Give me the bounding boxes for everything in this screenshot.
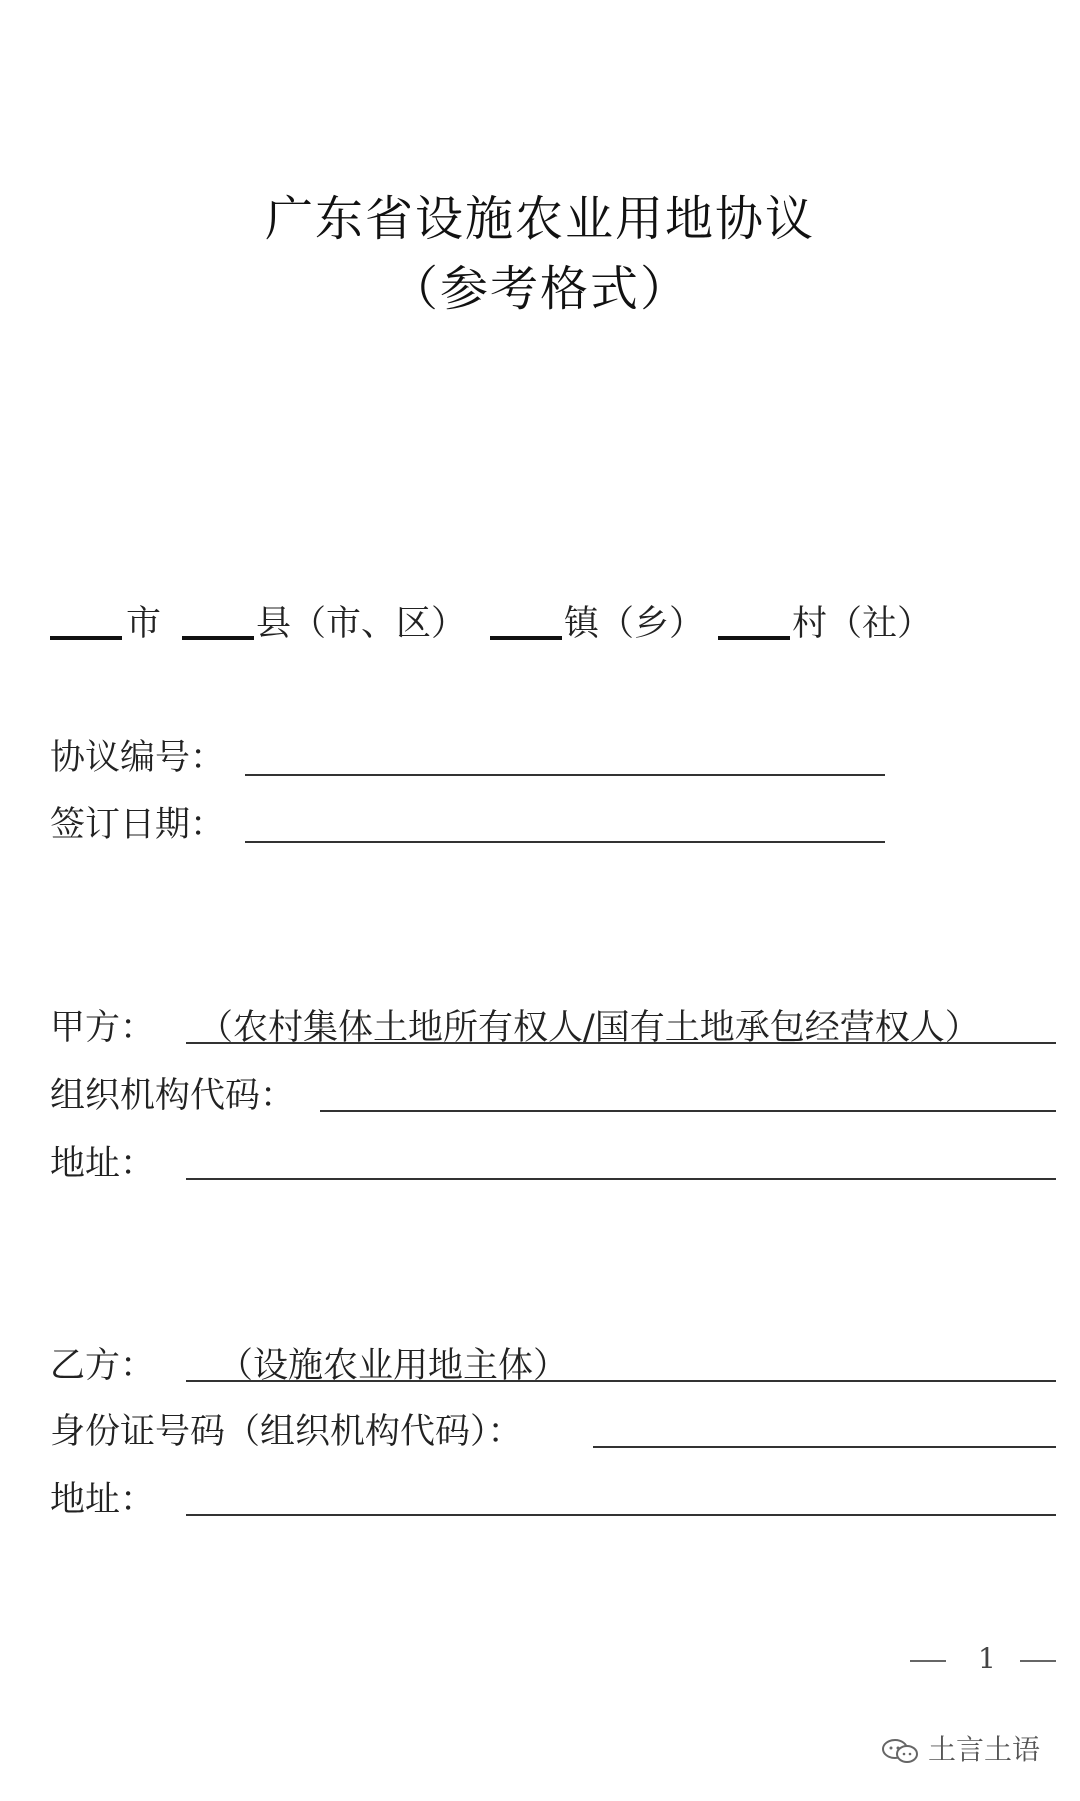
page-number [910, 1642, 1060, 1682]
party-a-label: 甲方： [50, 1008, 156, 1048]
party-a-org-code-line[interactable] [320, 1110, 1056, 1112]
party-a-org-code-row [50, 1068, 1060, 1118]
document-title: 广东省设施农业用地协议 [264, 191, 815, 247]
party-a-row [50, 1000, 1060, 1050]
party-a-org-code-label: 组织机构代码： [50, 1076, 296, 1116]
chat-bubble-icon [880, 1736, 920, 1766]
city-label: 市 [126, 604, 162, 644]
city-blank[interactable] [50, 636, 122, 640]
party-b-id-label: 身份证号码（组织机构代码）： [50, 1412, 523, 1452]
agreement-number-label: 协议编号： [50, 738, 226, 778]
county-blank[interactable] [182, 636, 254, 640]
region-row [0, 596, 1080, 646]
party-b-address-line[interactable] [186, 1514, 1056, 1516]
party-b-address-label: 地址： [50, 1480, 156, 1520]
party-a-address-line[interactable] [186, 1178, 1056, 1180]
county-label: 县（市、区） [256, 604, 467, 644]
party-b-hint: （设施农业用地主体） [218, 1346, 569, 1386]
sign-date-label: 签订日期： [50, 805, 226, 845]
village-label: 村（社） [792, 604, 933, 644]
document-subtitle: （参考格式） [389, 261, 690, 317]
party-a-line[interactable] [186, 1042, 1056, 1044]
party-a-address-row [50, 1136, 1060, 1186]
page-number-value: 1 [978, 1642, 996, 1675]
watermark [880, 1728, 1040, 1772]
party-a-address-label: 地址： [50, 1144, 156, 1184]
page-dash-left [910, 1660, 946, 1662]
town-label: 镇（乡） [564, 604, 705, 644]
watermark-text: 土言土语 [928, 1733, 1041, 1766]
party-b-id-row [50, 1404, 1060, 1454]
agreement-number-line[interactable] [245, 774, 885, 776]
town-blank[interactable] [490, 636, 562, 640]
party-b-address-row [50, 1472, 1060, 1522]
village-blank[interactable] [718, 636, 790, 640]
party-b-line[interactable] [186, 1380, 1056, 1382]
sign-date-line[interactable] [245, 841, 885, 843]
party-b-id-line[interactable] [593, 1446, 1056, 1448]
party-b-row [50, 1338, 1060, 1388]
party-a-hint: （农村集体土地所有权人/国有土地承包经营权人） [198, 1008, 980, 1048]
page-dash-right [1020, 1660, 1056, 1662]
agreement-number-row [50, 730, 1050, 780]
sign-date-row [50, 797, 1050, 847]
party-b-label: 乙方： [50, 1346, 156, 1386]
